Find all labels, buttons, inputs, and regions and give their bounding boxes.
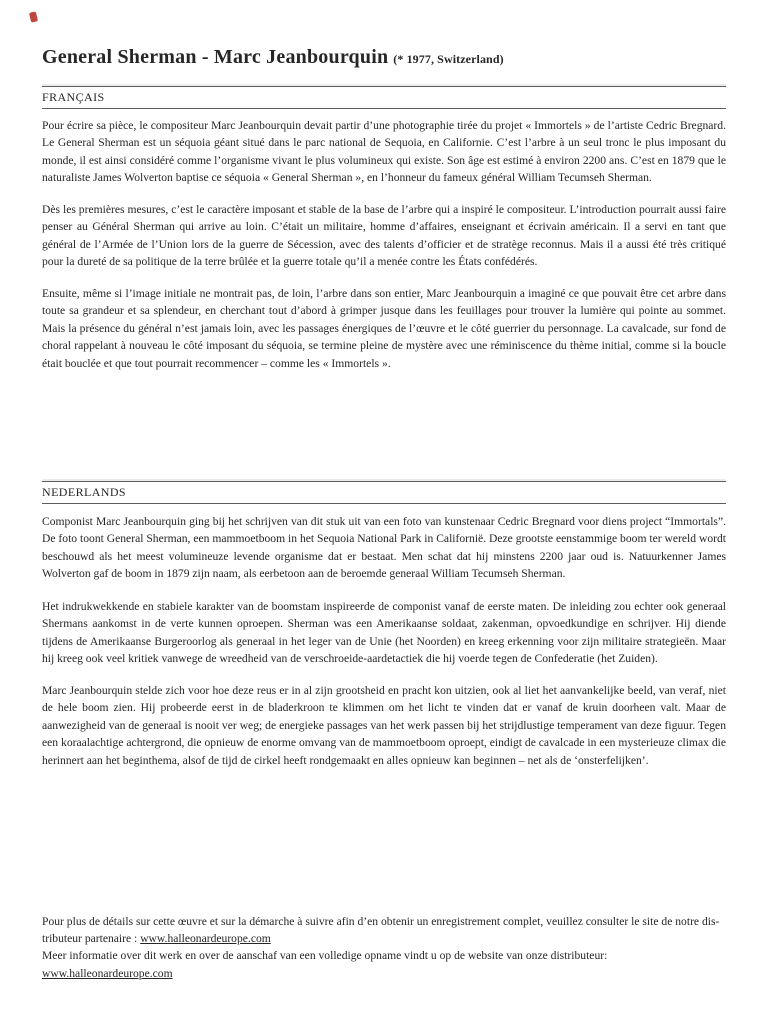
footer-nl-link-line xyxy=(42,965,726,982)
section-header-nederlands xyxy=(42,481,726,504)
paragraph-fr-2: Dès les premières mesures, c’est le caractère imposant et stable de la base de l’arbre qui a inspiré le compositeur. L’introduction pourrait aussi faire penser au Général Sherman qui arrive au loin. C’était un militaire, homme d’affaires, enseignant et écrivain américain. Il a servi en tant que général de l’Armée de l’Union lors de la guerre de Sécession, avec des talents d’officier et de stratège reconnus. Mais il a aussi été très critiqué pour la dureté de sa politique de la terre brûlée et la guerre totale qu’il a menée contre les États confédérés. xyxy=(42,203,726,269)
paragraph-nl-3: Marc Jeanbourquin stelde zich voor hoe deze reus er in al zijn grootsheid en pracht kon uitzien, ook al liet het aanvankelijke beeld, van veraf, niet de hele boom zien. Hij probeerde eerst in de bladerkroon te klimmen om het licht te vinden dat er vanaf de kruin doorheen valt. Maar de aanwezigheid van de generaal is nooit ver weg; de energieke passages van het werk passen bij het strijdlustige temperament van deze figuur. Tegen een koraalachtige achtergrond, die opnieuw de enorme omvang van de mammoetboom oproept, eindigt de cavalcade in een mysterieuze climax die herinnert aan het beginthema, alsof de tijd de cirkel heeft rondgemaakt en alles opnieuw kan beginnen – net als de ‘onsterfelijken’. xyxy=(42,684,726,767)
footer xyxy=(42,913,726,982)
footer-nl-distributor-link[interactable]: www.halleonardeurope.com xyxy=(42,966,173,980)
footer-nl-line: Meer informatie over dit werk en over de aanschaf van een volledige opname vindt u op de website van onze distributeur: xyxy=(42,949,608,963)
footer-fr-distributor-link[interactable]: www.halleonardeurope.com xyxy=(140,932,271,946)
title-suffix-text: (* 1977, Switzerland) xyxy=(393,52,504,66)
title-main-text: General Sherman - Marc Jeanbourquin xyxy=(42,46,389,68)
page-title xyxy=(42,46,726,69)
footer-fr-line1: Pour plus de détails sur cette œuvre et sur la démarche à suivre afin d’en obtenir un enregistrement complet, veuillez consulter le site de notre dis- xyxy=(42,915,720,928)
footer-fr-line2-prefix: tributeur partenaire : xyxy=(42,932,141,946)
paragraph-nl-1: Componist Marc Jeanbourquin ging bij het schrijven van dit stuk uit van een foto van kunstenaar Cedric Bregnard voor diens project “Immortals”. De foto toont General Sherman, een mammoetboom in het Sequoia National Park in Californië. Deze grootste eenstammige boom ter wereld wordt beschouwd als het meest volumineuze levende organisme dat er bestaat. Men schat dat hij minstens 2200 jaar oud is. Natuurkenner James Wolverton gaf de boom in 1879 zijn naam, als eerbetoon aan de beroemde generaal William Tecumseh Sherman. xyxy=(42,515,726,581)
paragraph-nl-2: Het indrukwekkende en stabiele karakter van de boomstam inspireerde de componist vanaf de eerste maten. De inleiding zou echter ook generaal Shermans aankomst in de verte kunnen oproepen. Sherman was een Amerikaanse soldaat, zakenman, opvoedkundige en schrijver. Hij diende tijdens de Amerikaanse Burgeroorlog als generaal in het leger van de Unie (het Noorden) en kreeg erkenning voor zijn militaire strategieën. Maar hij kreeg ook veel kritiek vanwege de wreedheid van de verschroeide-aardetactiek die hij voerde tegen de Confederatie (het Zuiden). xyxy=(42,600,726,666)
paragraph-fr-3: Ensuite, même si l’image initiale ne montrait pas, de loin, l’arbre dans son entier, Marc Jeanbourquin a imaginé ce que pouvait être cet arbre dans toute sa grandeur et sa splendeur, en cherchant tout d’abord à grimper jusque dans les feuillages pour trouver la lumière qui pointe au sommet. Mais la présence du général n’est jamais loin, avec les passages énergiques de l’œuvre et le côté guerrier du personnage. La cavalcade, sur fond de choral rappelant à nouveau le côté imposant du séquoia, se termine pleine de mystère avec une réminiscence du thème initial, comme si la boucle était bouclée et que tout pourrait recommencer – comme les « Immortels ». xyxy=(42,287,726,370)
paragraph-fr-1: Pour écrire sa pièce, le compositeur Marc Jeanbourquin devait partir d’une photographie tirée du projet « Immortels » de l’artiste Cedric Bregnard. Le General Sherman est un séquoia géant situé dans le parc national de Sequoia, en Californie. C’est l’arbre à un seul tronc le plus imposant du monde, il est ainsi considéré comme l’organisme vivant le plus volumineux qui existe. Son âge est estimé à environ 2200 ans. C’est en 1879 que le naturaliste James Wolverton baptise ce séquoia « General Sherman », en l’honneur du fameux général William Tecumseh Sherman. xyxy=(42,119,726,185)
section-heading-label: NEDERLANDS xyxy=(42,485,126,499)
footer-fr-line2 xyxy=(42,930,726,947)
section-heading-label: FRANÇAIS xyxy=(42,90,105,104)
section-header-francais xyxy=(42,86,726,109)
page-corner-mark xyxy=(29,11,38,22)
